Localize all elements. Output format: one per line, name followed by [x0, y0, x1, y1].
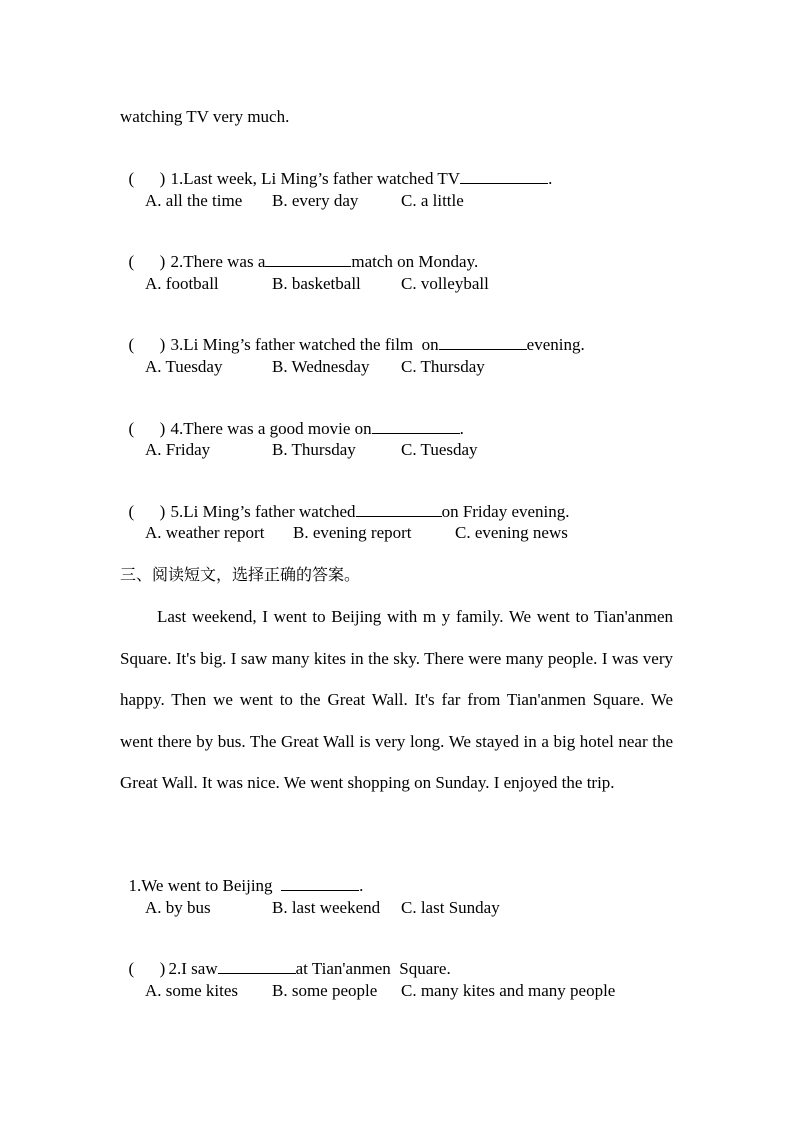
answer-blank[interactable] [356, 502, 442, 517]
question-text-after: at Tian'anmen Square. [295, 959, 451, 978]
option-c[interactable]: C. Thursday [401, 357, 485, 376]
option-a[interactable]: A. Friday [145, 440, 211, 459]
question-text: 1.Last week, Li Ming’s father watched TV [170, 169, 461, 188]
option-b[interactable]: B. last weekend [272, 898, 381, 917]
option-b[interactable]: B. every day [272, 191, 359, 210]
question-1 [120, 149, 552, 189]
question-5 [120, 482, 570, 522]
option-b[interactable]: B. evening report [293, 523, 412, 542]
question-text-after: evening. [526, 335, 585, 354]
option-c[interactable]: C. a little [401, 191, 464, 210]
reading-question-2 [120, 939, 451, 979]
option-a[interactable]: A. Tuesday [145, 357, 223, 376]
question-text: 2.There was a [170, 252, 266, 271]
reading-options-row-2 [145, 981, 616, 1061]
option-c[interactable]: C. Tuesday [401, 440, 478, 459]
passage-continuation-line: watching TV very much. [120, 107, 290, 126]
option-c[interactable]: C. many kites and many people [401, 981, 616, 1000]
question-text: 1.We went to Beijing [128, 876, 282, 895]
answer-blank[interactable] [281, 876, 359, 891]
option-a[interactable]: A. all the time [145, 191, 243, 210]
question-2 [120, 232, 478, 272]
question-4 [120, 399, 464, 439]
reading-passage [120, 596, 673, 804]
section-heading: 三、阅读短文，选择正确的答案。 [120, 565, 361, 584]
option-b[interactable]: B. Wednesday [272, 357, 370, 376]
question-text-after: on Friday evening. [441, 502, 570, 521]
answer-paren[interactable]: ( ) [128, 252, 166, 271]
question-text: 2.I saw [168, 959, 218, 978]
question-text: 4.There was a good movie on [170, 419, 372, 438]
option-a[interactable]: A. some kites [145, 981, 239, 1000]
option-b[interactable]: B. basketball [272, 274, 361, 293]
reading-question-1 [120, 856, 363, 896]
answer-paren[interactable]: ( ) [128, 169, 166, 188]
question-text-after: . [359, 876, 364, 895]
answer-paren[interactable]: ( ) [128, 419, 166, 438]
question-3 [120, 315, 585, 355]
option-a[interactable]: A. weather report [145, 523, 265, 542]
question-text: 5.Li Ming’s father watched [170, 502, 356, 521]
answer-blank[interactable] [265, 252, 351, 267]
answer-blank[interactable] [439, 335, 527, 350]
option-a[interactable]: A. by bus [145, 898, 211, 917]
question-text-after: . [548, 169, 553, 188]
option-c[interactable]: C. evening news [455, 523, 568, 542]
answer-paren[interactable]: ( ) [128, 959, 166, 978]
option-b[interactable]: B. Thursday [272, 440, 356, 459]
option-c[interactable]: C. volleyball [401, 274, 489, 293]
question-text-after: match on Monday. [351, 252, 479, 271]
passage-text: Last weekend, I went to Beijing with m y family. We went to Tian'anmen Square. It's big. I saw many kites in the sky. There were many people. I was very happy. Then we went to the Great Wall. It's far from Tian'anmen Square. We went there by bus. The Great Wall is very long. We stayed in a big hotel near the Great Wall. It was nice. We went shopping on Sunday. I enjoyed the trip. [120, 607, 673, 793]
option-c[interactable]: C. last Sunday [401, 898, 500, 917]
answer-blank[interactable] [372, 419, 460, 434]
question-text: 3.Li Ming’s father watched the film on [170, 335, 439, 354]
answer-paren[interactable]: ( ) [128, 335, 166, 354]
answer-blank[interactable] [218, 959, 296, 974]
question-text-after: . [459, 419, 464, 438]
option-a[interactable]: A. football [145, 274, 219, 293]
answer-paren[interactable]: ( ) [128, 502, 166, 521]
answer-blank[interactable] [460, 169, 548, 184]
option-b[interactable]: B. some people [272, 981, 378, 1000]
